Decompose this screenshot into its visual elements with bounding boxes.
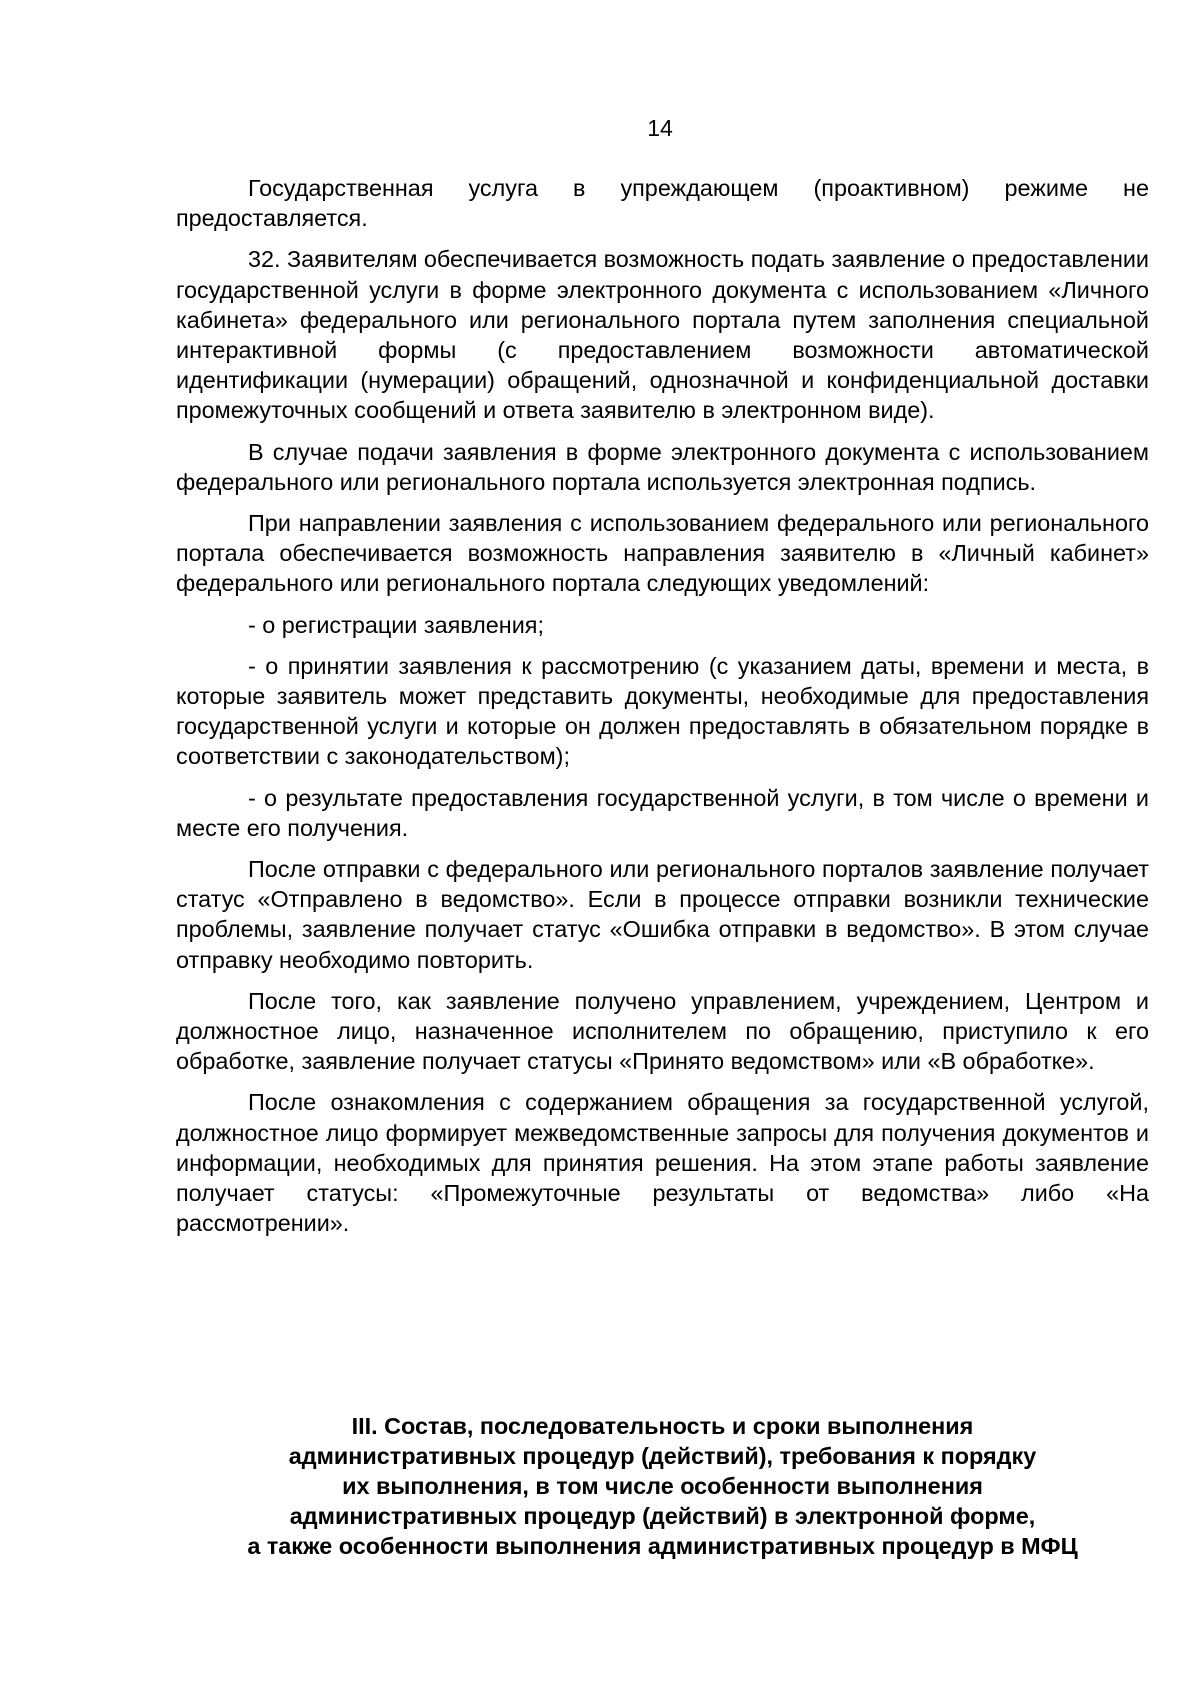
paragraph-item-32: 32. Заявителям обеспечивается возможность подать заявление о предоставлении государственной услуги в форме электронного документа с использованием «Личного кабинета» федерального или регионального портала путем заполнения специальной интерактивной формы (с предоставлением возможности автоматической идентификации (нумерации) обращений, однозначной и конфиденциальной доставки промежуточных сообщений и ответа заявителю в электронном виде).	[176, 246, 1149, 424]
list-item-result: - о результате предоставления государственной услуги, в том числе о времени и месте его получения.	[176, 784, 1149, 841]
page-number: 14	[647, 115, 673, 141]
paragraph-electronic-signature: В случае подачи заявления в форме электронного документа с использованием федерального или регионального портала используется электронная подпись.	[176, 438, 1149, 495]
list-item-acceptance: - о принятии заявления к рассмотрению (с указанием даты, времени и места, в которые заявитель может представить документы, необходимые для предоставления государственной услуги и которые он должен предоставлять в обязательном порядке в соответствии с законодательством);	[176, 652, 1149, 770]
document-body	[176, 173, 1149, 1250]
paragraph-proactive-mode: Государственная услуга в упреждающем (проактивном) режиме не предоставляется.	[176, 175, 1149, 232]
section-heading-line: III. Состав, последовательность и сроки выполнения	[351, 1413, 974, 1439]
section-heading-line: их выполнения, в том числе особенности выполнения	[342, 1473, 983, 1499]
section-heading-line: административных процедур (действий), требования к порядку	[288, 1443, 1037, 1469]
paragraph-status-processing: После того, как заявление получено управлением, учреждением, Центром и должностное лицо, назначенное исполнителем по обращению, приступило к его обработке, заявление получает статусы «Принято ведомством» или «В обработке».	[176, 987, 1149, 1075]
paragraph-status-review: После ознакомления с содержанием обращения за государственной услугой, должностное лицо формирует межведомственные запросы для получения документов и информации, необходимых для принятия решения. На этом этапе работы заявление получает статусы: «Промежуточные результаты от ведомства» либо «На рассмотрении».	[176, 1089, 1149, 1237]
section-heading-line: административных процедур (действий) в электронной форме,	[289, 1503, 1036, 1529]
paragraph-notifications-intro: При направлении заявления с использованием федерального или регионального портала обеспечивается возможность направления заявителю в «Личный кабинет» федерального или регионального портала следующих уведомлений:	[176, 510, 1149, 597]
section-heading-iii	[176, 1411, 1149, 1561]
paragraph-status-sent: После отправки с федерального или регионального порталов заявление получает статус «Отправлено в ведомство». Если в процессе отправки возникли технические проблемы, заявление получает статус «Ошибка отправки в ведомство». В этом случае отправку необходимо повторить.	[176, 856, 1149, 973]
list-item-registration: - о регистрации заявления;	[248, 611, 544, 638]
section-heading-line: а также особенности выполнения административных процедур в МФЦ	[247, 1533, 1078, 1559]
